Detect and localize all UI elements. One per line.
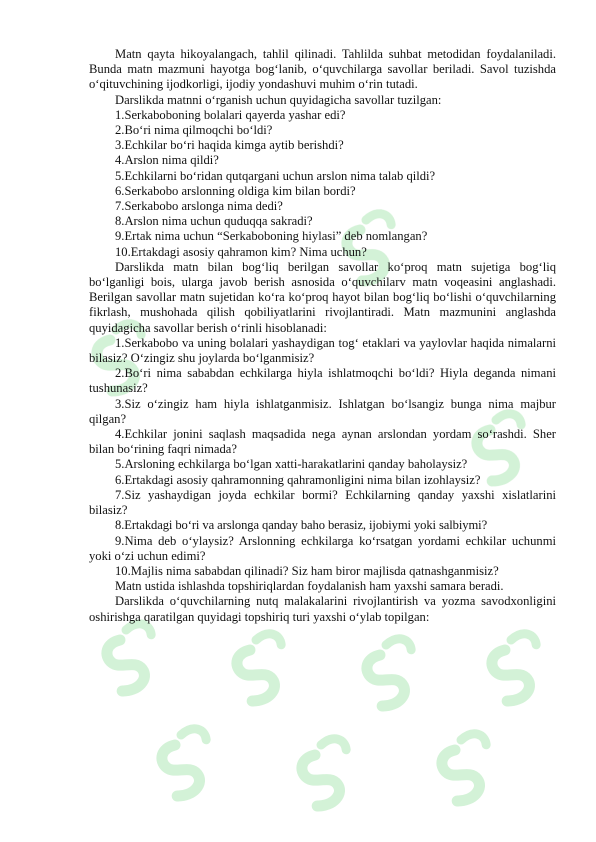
list-item: 2.Bo‘ri nima sababdan echkilarga hiyla ishlatmoqchi bo‘ldi? Hiyla deganda nimani tushunasiz?: [89, 366, 556, 396]
list-item: 6.Ertakdagi asosiy qahramonning qahramonligini nima bilan izohlaysiz?: [115, 472, 481, 487]
list-item: 9.Nima deb o‘ylaysiz? Arslonning echkilarga ko‘rsatgan yordami echkilar uchunmi yoki o‘zi uchun edimi?: [89, 533, 556, 563]
paragraph-questions-intro: Darslikda matnni o‘rganish uchun quyidagicha savollar tuzilgan:: [115, 92, 442, 107]
paragraph-conclusion: Darslikda o‘quvchilarning nutq malakalarini rivojlantirish va yozma savodxonligini oshirishga qaratilgan quyidagi topshiriq turi yaxshi o‘ylab topilgan:: [89, 594, 556, 624]
list-item: 4.Arslon nima qildi?: [115, 153, 219, 168]
list-item: 3.Siz o‘zingiz ham hiyla ishlatganmisiz. Ishlatgan bo‘lsangiz bunga nima majbur qilgan?: [89, 396, 556, 426]
list-item: 8.Arslon nima uchun quduqqa sakradi?: [115, 214, 313, 229]
list-item: 4.Echkilar jonini saqlash maqsadida nega aynan arslondan yordam so‘rashdi. Sher bilan bo‘rining faqri nimada?: [89, 427, 556, 457]
document-body: [89, 47, 556, 625]
list-item: 3.Echkilar bo‘ri haqida kimga aytib berishdi?: [115, 138, 344, 153]
list-item: 1.Serkabobo va uning bolalari yashaydigan tog‘ etaklari va yaylovlar haqida nimalarni bilasiz? O‘zingiz shu joylarda bo‘lganmisiz?: [89, 335, 556, 366]
paragraph-analysis: Darslikda matn bilan bog‘liq berilgan savollar ko‘proq matn sujetiga bog‘liq bo‘lganligi bois, ularga javob berish asnosida o‘quvchilarv matn voqeasini anglashadi. Berilgan savollar matn sujetidan ko‘ra ko‘proq hayot bilan bog‘liq bo‘lishi o‘quvchilarning fikrlash, mushohada qilish qobiliyatlarini rivojlantiradi. Matn mazmunini anglashda quyidagicha savollar berish o‘rinli hisoblanadi:: [89, 259, 556, 335]
list-item: 8.Ertakdagi bo‘ri va arslonga qanday baho berasiz, ijobiymi yoki salbiymi?: [115, 518, 488, 533]
list-item: 2.Bo‘ri nima qilmoqchi bo‘ldi?: [115, 123, 273, 138]
list-item: 9.Ertak nima uchun “Serkaboboning hiylasi” deb nomlangan?: [115, 229, 428, 244]
list-item: 7.Serkabobo arslonga nima dedi?: [115, 199, 283, 214]
list-item: 10.Ertakdagi asosiy qahramon kim? Nima uchun?: [115, 244, 367, 259]
list-item: 1.Serkaboboning bolalari qayerda yashar edi?: [115, 107, 346, 122]
paragraph-intro: Matn qayta hikoyalangach, tahlil qilinadi. Tahlilda suhbat metodidan foydalaniladi. Bunda matn mazmuni hayotga bog‘lanib, o‘quvchilarga savollar beriladi. Savol tuzishda o‘qituvchining ijodkorligi, ijodiy yondashuvi muhim o‘rin tutadi.: [89, 47, 556, 92]
list-item: 6.Serkabobo arslonning oldiga kim bilan bordi?: [115, 183, 356, 198]
paragraph-tasks: Matn ustida ishlashda topshiriqlardan foydalanish ham yaxshi samara beradi.: [115, 579, 504, 594]
list-item: 7.Siz yashaydigan joyda echkilar bormi? Echkilarning qanday yaxshi xislatlarini bilasiz?: [89, 487, 556, 518]
list-item: 5.Echkilarni bo‘ridan qutqargani uchun arslon nima talab qildi?: [115, 168, 436, 183]
list-item: 10.Majlis nima sababdan qilinadi? Siz ham biror majlisda qatnashganmisiz?: [115, 563, 499, 578]
list-item: 5.Arsloning echkilarga bo‘lgan xatti-harakatlarini qanday baholaysiz?: [115, 457, 468, 472]
